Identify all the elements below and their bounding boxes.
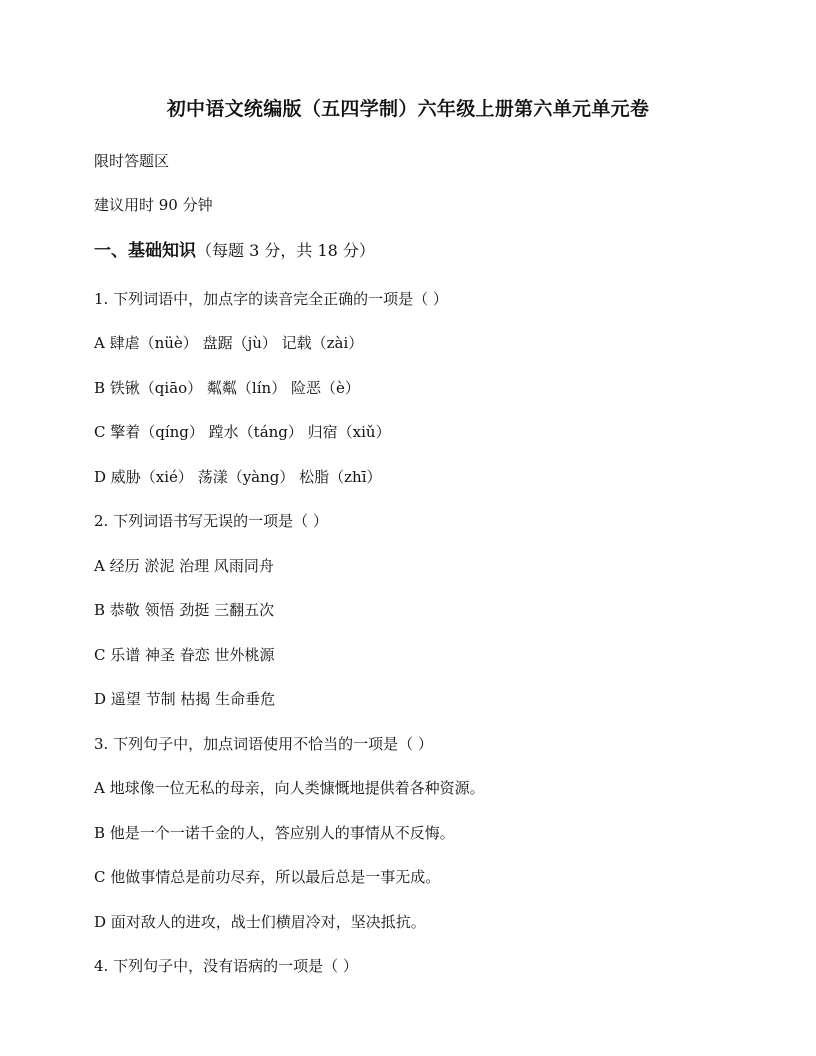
question-stem: 3. 下列句子中，加点词语使用不恰当的一项是（ ）: [94, 735, 433, 753]
section-heading-note: （每题 3 分，共 18 分）: [196, 241, 375, 260]
zone-label: 限时答题区: [94, 152, 170, 170]
question-option: B 恭敬 领悟 劲挺 三翻五次: [94, 601, 275, 619]
question-stem: 1. 下列词语中，加点字的读音完全正确的一项是（ ）: [94, 290, 448, 308]
question-option: C 乐谱 神圣 眷恋 世外桃源: [94, 646, 275, 664]
question-option: A 经历 淤泥 治理 风雨同舟: [94, 557, 274, 575]
question-option: C 擎着（qíng） 蹚水（táng） 归宿（xiǔ）: [94, 423, 391, 441]
question-option: D 威胁（xié） 荡漾（yàng） 松脂（zhī）: [94, 468, 382, 486]
question-stem: 2. 下列词语书写无误的一项是（ ）: [94, 512, 328, 530]
document-title: 初中语文统编版（五四学制）六年级上册第六单元单元卷: [166, 98, 650, 120]
section-heading-main: 一、基础知识: [94, 241, 196, 261]
time-hint: 建议用时 90 分钟: [94, 196, 213, 214]
section-heading: [94, 239, 375, 263]
question-option: C 他做事情总是前功尽弃，所以最后总是一事无成。: [94, 868, 441, 886]
question-option: B 铁锹（qiāo） 粼粼（lín） 险恶（è）: [94, 379, 360, 397]
question-option: D 面对敌人的进攻，战士们横眉冷对，坚决抵抗。: [94, 913, 426, 931]
question-option: A 地球像一位无私的母亲，向人类慷慨地提供着各种资源。: [94, 779, 485, 797]
question-option: D 遥望 节制 枯揭 生命垂危: [94, 690, 276, 708]
question-option: A 肆虐（nüè） 盘踞（jù） 记载（zài）: [94, 334, 364, 352]
question-option: B 他是一个一诺千金的人，答应别人的事情从不反悔。: [94, 824, 455, 842]
question-stem: 4. 下列句子中，没有语病的一项是（ ）: [94, 957, 358, 975]
